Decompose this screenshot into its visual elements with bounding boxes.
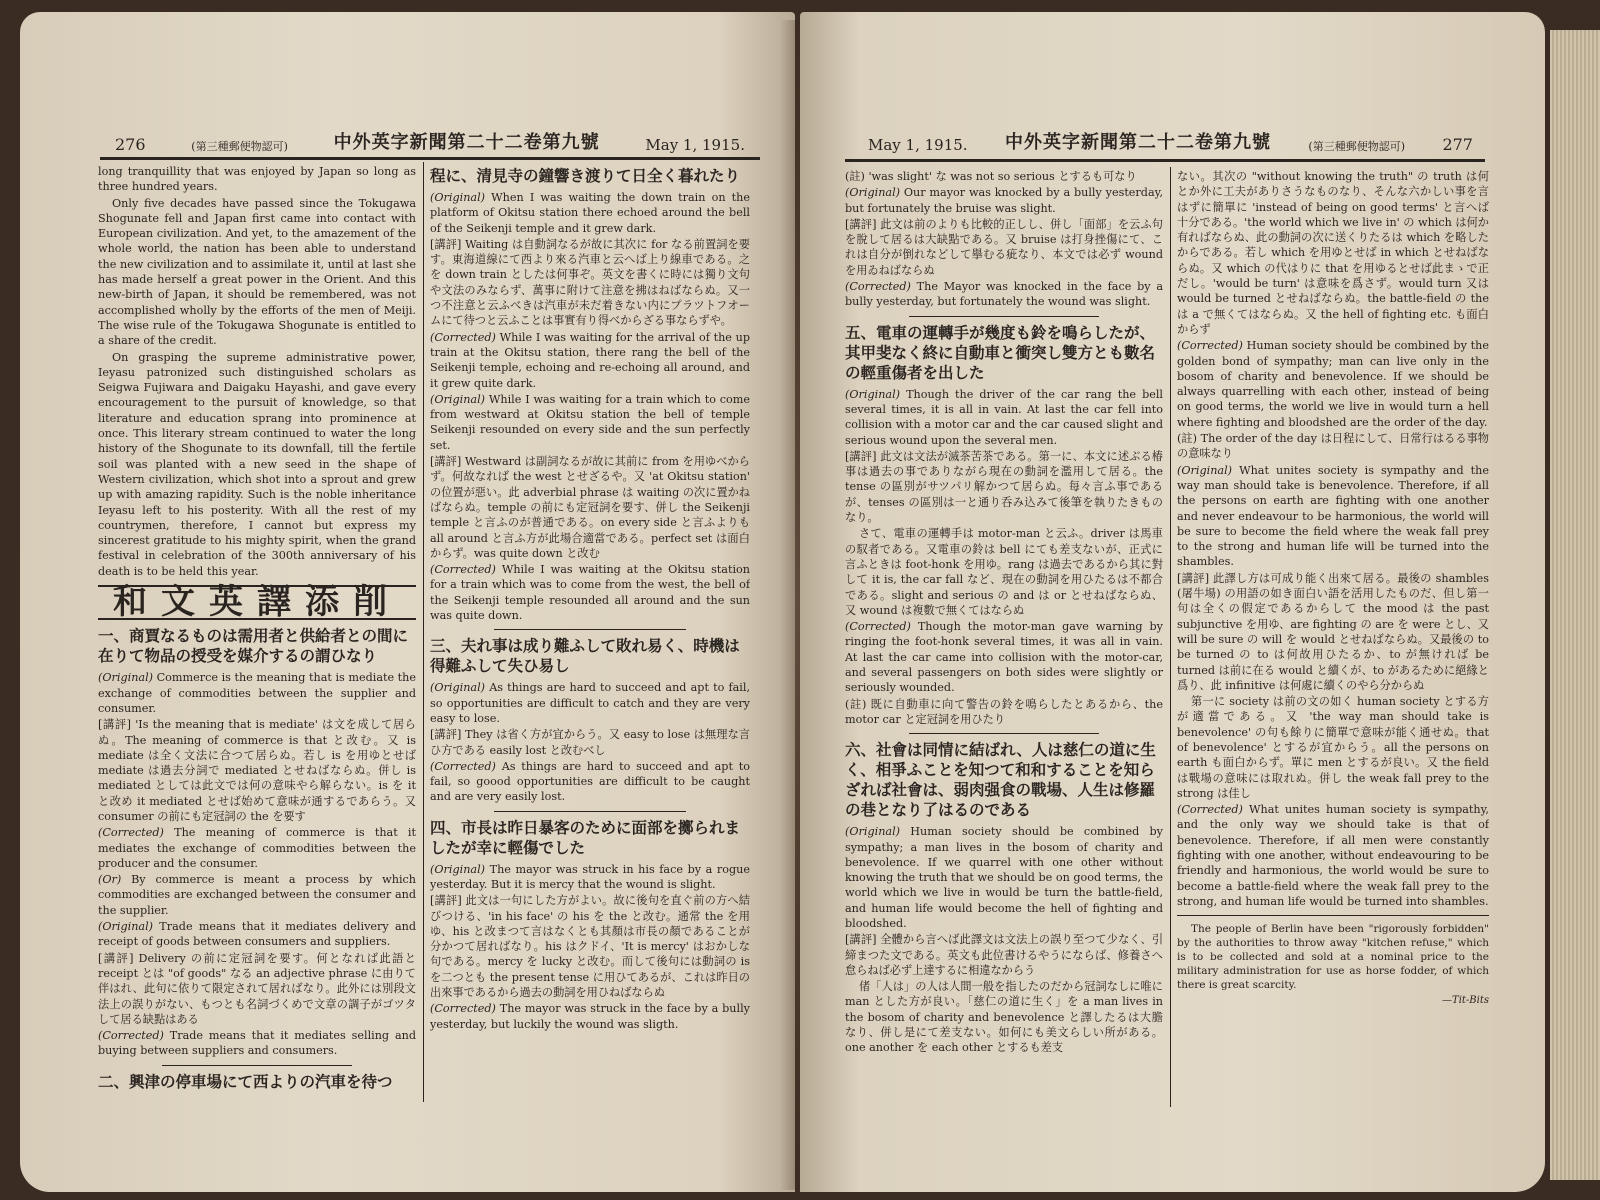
corrected-label: (Corrected) bbox=[430, 1002, 496, 1016]
critique-text: They は省く方が宜からう。又 easy to lose は無理な言ひ方である easily lost と改むべし bbox=[430, 728, 750, 757]
critique-text: 此譯し方は可成り能く出來て居る。最後の shambles (屠牛場) の用語の如き面白い語を活用したものだ、但し第一句は全くの假定であるからして the mood は the past subjunctive を用ゆ、are fighting の are を were とし、又 will be sure の will を would とせねばならぬ。又最後の to be turned の to は何故用ひたるか、to が無ければ be turned は前に在る would と續くが、to があるために絕緣と爲り、此 infinitive は何處に續くのやら分からぬ bbox=[1177, 571, 1489, 692]
or-label: (Or) bbox=[98, 873, 122, 887]
critique-text: Westward は副詞なるが故に其前に from を用ゆべからず。何故なれば the west とせざるや。又 'at Okitsu station' の位置が惡い。此 adverbial phrase は waiting の次に置かねばならぬ。temple の前にも定冠詞を要す、併し the Seikenji temple と言ふのが普通である。on every side と言ふよりも all around と言ふ方が此場合適當である。perfect set は面白からず。was quite down と改む bbox=[430, 455, 750, 560]
separator bbox=[909, 316, 1100, 317]
corrected-text: While I was waiting for the arrival of the up train at the Okitsu station, there rang the bell of the Seikenji temple, echoing and re-echoing all around, and it grew quite dark. bbox=[430, 330, 750, 390]
critique-continued: 偖「人は」の人は人間一般を指したのだから冠詞なしに唯に man とした方が良い。「慈仁の道に生く」を a man lives in the bosom of charity and benevolence と譯したるは大膽なり、併し是にて差支ない。如何にも美文らしい所がある。one another を each other とするも差支 bbox=[845, 980, 1163, 1055]
original-text: Trade means that it mediates delivery and receipt of goods between consumers and suppliers. bbox=[98, 920, 416, 949]
corrected-label: (Corrected) bbox=[98, 1029, 164, 1043]
original-label: (Original) bbox=[430, 862, 486, 876]
original-text: As things are hard to succeed and apt to fail, so opportunities are difficult to catch and they are very easy to lose. bbox=[430, 681, 750, 725]
corrected-label: (Corrected) bbox=[1177, 339, 1243, 353]
registration-note: (第三種郵便物認可) bbox=[1308, 140, 1406, 153]
corrected-text: As things are hard to succeed and apt to fail, so goood opportunities are difficult to be caught and are very easily lost. bbox=[430, 759, 750, 804]
alternative-text: By commerce is meant a process by which commodities are exchanged between the consumer and the supplier. bbox=[98, 873, 416, 917]
corrected-text: Though the motor-man gave warning by ringing the foot-honk several times, it was all in vain. At last the car came into collision with the motor-car, and several passengers on both sides were slightly or seriously wounded. bbox=[845, 620, 1163, 695]
original-label: (Original) bbox=[430, 392, 486, 406]
corrected-text: While I was waiting at the Okitsu station for a train which was to come from the west, the bell of the Seikenji temple resounded all around and the sun was quite down. bbox=[430, 563, 750, 623]
corrected-text: The mayor was struck in the face by a bully yesterday, but luckily the wound was sligth. bbox=[430, 1002, 750, 1031]
journal-title: 中外英字新聞第二十二卷第九號 bbox=[333, 132, 600, 153]
separator bbox=[162, 1065, 353, 1066]
paragraph: Only five decades have passed since the Tokugawa Shogunate fell and Japan first came into contact with European civilization. And yet, to the amazement of the whole world, the nation has been able to understand the new civilization and to assimilate it, until at last she has made herself a great power in the Orient. And this new-birth of Japan, it should be remembered, was not accomplished wholly by the efforts of the men of Meiji. The wise rule of the Tokugawa Shogunate is entitled to a share of the credit. bbox=[98, 196, 416, 348]
corrected-label: (Corrected) bbox=[845, 280, 911, 294]
critique-text: 此文は前のよりも比較的正しし、併し「面部」を云ふ句を脫して居るは大缺點である。又 bruise は打身挫傷にて、これは自分が倒れなどして擧むる疵なり、本文では必ず wound を用ゐねばならぬ bbox=[845, 217, 1163, 277]
left-page-header bbox=[115, 122, 745, 154]
critique-text: 此文は文法が滅茶苦茶である。第一に、本文に述ぶる椿事は過去の事でありながら現在の動詞を濫用して居る。the tense の區別がサツパリ解かつて居らぬ。每々言ふ事であるが、tenses の區別は一と通り呑み込みて後筆を執りたきものなり。 bbox=[845, 449, 1163, 525]
news-source: —Tit-Bits bbox=[1442, 995, 1489, 1007]
registration-note: (第三種郵便物認可) bbox=[191, 140, 288, 153]
original-label: (Original) bbox=[1177, 463, 1233, 477]
exercise-title: 五、電車の運轉手が幾度も鈴を鳴らしたが、其甲斐なく終に自動車と衝突し雙方とも數名の輕重傷者を出した bbox=[845, 322, 1156, 382]
critique-label: [講評] bbox=[98, 951, 134, 965]
issue-date: May 1, 1915. bbox=[868, 136, 968, 154]
page-edges bbox=[1550, 30, 1600, 1180]
critique-label: [講評] bbox=[430, 455, 462, 469]
exercise-title: 三、夫れ事は成り難ふして敗れ易く、時機は得難ふして失ひ易し bbox=[430, 636, 740, 676]
corrected-label: (Corrected) bbox=[430, 759, 496, 773]
original-label: (Original) bbox=[845, 186, 901, 200]
critique-label: [講評] bbox=[845, 217, 877, 231]
corrected-label: (Corrected) bbox=[98, 826, 164, 840]
corrected-text: The Mayor was knocked in the face by a bully yesterday, but fortunately the wound was slight. bbox=[845, 280, 1163, 309]
note-label: (註) bbox=[1177, 432, 1198, 446]
corrected-label: (Corrected) bbox=[845, 620, 911, 634]
right-column bbox=[430, 162, 750, 1102]
separator bbox=[1177, 915, 1489, 916]
critique-label: [講評] bbox=[845, 933, 877, 947]
note-text: The order of the day は日程にして、日常行はるる事物の意味なり bbox=[1177, 432, 1489, 461]
critique-text: 全體から言へば此譯文は文法上の誤り至つて少なく、引締まつた文である。英文も此位書けるやうにならば、修養さへ怠らねば必ず上達するに相違なからう bbox=[845, 933, 1163, 977]
left-column bbox=[845, 169, 1163, 1109]
original-text: Commerce is the meaning that is mediate the exchange of commodities between the supplier and consumer. bbox=[98, 671, 416, 715]
paragraph: On grasping the supreme administrative power, Ieyasu patronized such distinguished scholars as Seigwa Fujiwara and Daigaku Hayashi, and gave every encouragement to the pursuit of knowledge, so that literature and education sprang into prominence at once. This literary stream continued to water the long history of the Shogunate to its downfall, till the fertile soil was planted with a new seed in the shape of Western civilization, which shot into a sprout and grew up with amazing rapidity. Such is the noble inheritance Ieyasu left to his posterity. With all the rest of my countrymen, therefore, I cannot but express my sincerest gratitude to his mighty spirit, when the grand festival in celebration of the 300th anniversary of his death is to be held this year. bbox=[98, 350, 416, 578]
original-label: (Original) bbox=[845, 387, 901, 401]
right-page bbox=[800, 12, 1545, 1192]
original-text: Though the driver of the car rang the bell several times, it is all in vain. At last the car fell into collision with a motor car and the car caused slight and serious wound upon the several men. bbox=[845, 387, 1163, 447]
note-text: 既に自動車に向て警告の鈴を鳴らしたとあるから、the motor car と定冠詞を用ひたり bbox=[845, 697, 1163, 726]
original-text: Human society should be combined by sympathy; a man lives in the bosom of charity and benevolence. If we quarrel with one other without knowing the truth that we should be on good terms, the world which we live in would be turn the battle-field, and human life would become the hell of fighting and bloodshed. bbox=[845, 825, 1163, 930]
separator bbox=[909, 733, 1100, 734]
critique-continued: 第一に society は前の文の如く human society とする方が適當である。又 'the way man should take is benevolence' の句も餘りに簡單で意味が能く通せぬ。that of benevolence' とするが宜からう。all the persons on earth も面白からず。單に men とするが良い。又 the field は戰場の意味には取れぬ。併し the weak fall prey to the strong は佳し bbox=[1177, 695, 1489, 800]
corrected-text: The meaning of commerce is that it mediates the exchange of commodities between the producer and the consumer. bbox=[98, 826, 416, 870]
original-label: (Original) bbox=[98, 920, 154, 934]
critique-label: [講評] bbox=[98, 718, 132, 732]
critique-text: 此文は一句にした方がよい。故に後句を直ぐ前の方へ結びつける、'in his face' の his を the と改む。通常 the を用ゆ、his と改まつて言はなくとも其顏は市長の顏であることが分かつて居ればなり。his はクドイ、'It is mercy' はおかしな句である。mercy を lucky と改む。而して後句には動詞の is を二つとも the present tense に用ひてあるが、これは昨日の出來事であるから過去の動詞を用ひねばならぬ bbox=[430, 894, 750, 1000]
corrected-label: (Corrected) bbox=[430, 330, 496, 344]
note-text: 'was slight' な was not so serious とするも可なり bbox=[868, 170, 1137, 183]
original-text: The mayor was struck in his face by a rogue yesterday. But it is mercy that the wound is slight. bbox=[430, 862, 750, 891]
corrected-text: What unites human society is sympathy, and the only way we should take is that of benevolence. Therefore, if all men were constantly fighting with one another, without endeavouring to be friendly and harmonious, the world would be sure to become a battle-field where the weak fall prey to the strong, and human life would be turned into shambles. bbox=[1177, 803, 1489, 908]
corrected-text: Trade means that it mediates selling and buying between suppliers and consumers. bbox=[98, 1029, 416, 1058]
critique-continued: ない。其次の "without knowing the truth" の truth は何とか外に工夫がありさうなものなり、そんな六かしい事を言はずに簡單に 'instead of being on good terms' と言へば十分である。'the world which we live in' の which は何か有ればならぬ、此の動詞の次に送くりたるは which を略したからである。若し which を用ゆとせば in which とせねばならぬ。又 which の代はりに that を用ゆるとせば此まゝで正だし。'would be turn' は意味を爲さず。would turn 又は would be turned とせねばならぬ。the battle-field の the は a で無くてはならぬ。又 the hell of fighting etc. も面白からず bbox=[1177, 170, 1489, 336]
filler-news-item: The people of Berlin have been "rigorously forbidden" by the authorities to throw away "kitchen refuse," which is to be collected and sold at a nominal price to the military administration for use as horse fodder, of which there is great scarcity. bbox=[1177, 923, 1489, 992]
original-label: (Original) bbox=[430, 681, 486, 695]
exercise-title: 二、興津の停車場にて西よりの汽車を待つ bbox=[98, 1071, 393, 1091]
page-number: 277 bbox=[1442, 135, 1473, 154]
critique-text: Waiting は自動詞なるが故に其次に for なる前置詞を要す。東海道線にて西より來る汽車と云へば上り線車である。之を down train としたは何事ぞ。英文を書くに時には獨り文句や文法のみならず、萬事に附けて注意を拂はねばならぬ。又一つ不注意と云ふべきは汽車が未だ着きない内にプラツトフオームにて待つと云ふことは事實有り得べからざる事ならずや。 bbox=[430, 237, 750, 328]
original-label: (Original) bbox=[845, 825, 901, 839]
critique-label: [講評] bbox=[1177, 571, 1210, 585]
critique-label: [講評] bbox=[430, 894, 462, 908]
section-title: 和文英譯添削 bbox=[98, 585, 416, 620]
column-rule bbox=[1170, 167, 1171, 1107]
critique-text: Delivery の前に定冠詞を要す。何となれば此語と receipt とは "of goods" なる an adjective phrase に由りて伴はれ、此句に依りて限定されて居ればなり。此外には別段文法上の誤りがない、もつとも名詞づくめで文章の調子がゴツタして居る缺點はある bbox=[98, 951, 416, 1026]
note-label: (註) bbox=[845, 170, 865, 183]
exercise-title-continued: 程に、清見寺の鐘響き渡りて日全く暮れたり bbox=[430, 166, 741, 185]
note-label: (註) bbox=[845, 697, 867, 711]
left-page bbox=[20, 12, 795, 1192]
right-column bbox=[1177, 169, 1489, 1109]
original-label: (Original) bbox=[430, 191, 486, 204]
page-number: 276 bbox=[115, 135, 146, 154]
critique-label: [講評] bbox=[430, 728, 462, 742]
separator bbox=[494, 629, 686, 630]
corrected-text: Human society should be combined by the golden bond of sympathy; man can live only in the bosom of charity and benevolence. If we should be always quarrelling with each other, instead of being on good terms, the world we live in would turn a hell where fighting and bloodshed are the order of the day. bbox=[1177, 339, 1489, 429]
corrected-label: (Corrected) bbox=[1177, 803, 1243, 817]
critique-text: 'Is the meaning that is mediate' は文を成して居らぬ。The meaning of commerce is that と改む。又 is mediate は全く文法に合つて居らぬ。若し is を用ゆとせば mediate は過去分詞で mediated とせねばならぬ。併し is mediated としては此文では何の意味やら解らない。is を it と改め it mediated とせば始めて意味が通するであらう。又 consumer の前にも定冠詞の the を要す bbox=[98, 718, 416, 823]
original-text: Our mayor was knocked by a bully yesterday, but fortunately the bruise was slight. bbox=[845, 186, 1163, 215]
journal-title: 中外英字新聞第二十二卷第九號 bbox=[1005, 132, 1271, 153]
original-text: What unites society is sympathy and the way man should take is benevolence. Therefore, if all the persons on earth are fighting with one another and never endeavour to be harmonious, the world will be sure to become the field where the weak fall prey to the strong and human life will be turned into the shambles. bbox=[1177, 463, 1489, 569]
paragraph: long tranquillity that was enjoyed by Japan so long as three hundred years. bbox=[98, 165, 416, 194]
exercise-title: 四、市長は昨日暴客のために面部を擲られましたが幸に輕傷でした bbox=[430, 817, 741, 857]
left-column bbox=[98, 164, 416, 1104]
original-label: (Original) bbox=[98, 671, 154, 685]
corrected-label: (Corrected) bbox=[430, 563, 496, 577]
exercise-title: 六、社會は同情に結ばれ、人は慈仁の道に生く、相爭ふことを知つて和和することを知らざれば社會は、弱肉强食の戰場、人生は修羅の巷となり了はるのである bbox=[845, 740, 1156, 820]
right-page-header bbox=[868, 122, 1473, 154]
exercise-title: 一、商賈なるものは需用者と供給者との間に在りて物品の授受を媒介するの謂ひなり bbox=[98, 626, 409, 666]
issue-date: May 1, 1915. bbox=[645, 136, 745, 154]
critique-label: [講評] bbox=[845, 449, 877, 463]
critique-continued: さて、電車の運轉手は motor-man と云ふ。driver は馬車の馭者である。又電車の鈴は bell にても差支ないが、正式に言ふときは foot-honk を用ゆ。rang は過去であるから其に對して it is, the car fall など、現在の動詞を用ひたるは不都合である。slight and serious の and は or とせねばならぬ、又 wound は複數で無くてはならぬ bbox=[845, 527, 1163, 617]
critique-label: [講評] bbox=[430, 237, 462, 251]
separator bbox=[494, 811, 686, 812]
original-text: When I was waiting the down train on the platform of Okitsu station there echoed around the bell of the Seikenji temple and it grew dark. bbox=[430, 191, 750, 235]
header-rule bbox=[845, 159, 1485, 162]
original-text: While I was waiting for a train which to come from westward at Okitsu station the bell of temple Seikenji resounded on every side and the sun perfectly set. bbox=[430, 392, 750, 452]
header-rule bbox=[100, 157, 760, 160]
column-rule bbox=[423, 162, 424, 1102]
